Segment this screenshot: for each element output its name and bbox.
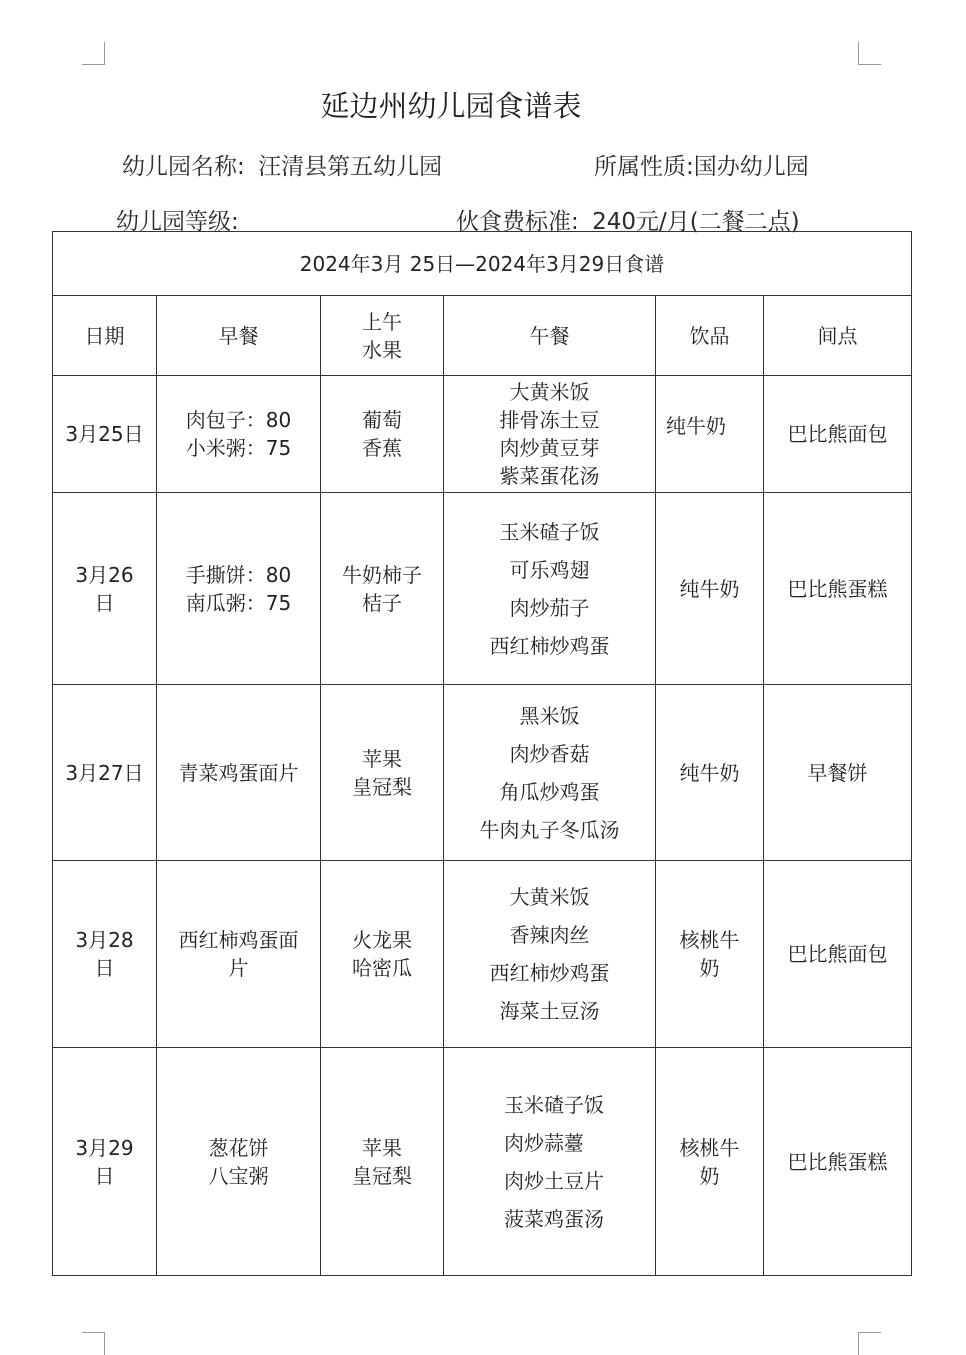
- header-date: 日期: [53, 296, 157, 376]
- breakfast-cell: 手撕饼：80 南瓜粥：75: [157, 493, 321, 685]
- fruit-cell: 牛奶柿子 桔子: [321, 493, 444, 685]
- fee-label: 伙食费标准:: [456, 209, 579, 235]
- drink-cell: 纯牛奶: [656, 493, 764, 685]
- table-row: [53, 493, 912, 685]
- period-cell: 2024年3月 25日—2024年3月29日食谱: [53, 232, 912, 296]
- fee-value: 240元/月(二餐二点): [592, 209, 800, 235]
- lunch-cell: 玉米碴子饭 可乐鸡翅 肉炒茄子 西红柿炒鸡蛋: [444, 493, 656, 685]
- table-row: [53, 685, 912, 861]
- header-drink: 饮品: [656, 296, 764, 376]
- date-cell: 3月29 日: [53, 1048, 157, 1276]
- breakfast-cell: 葱花饼 八宝粥: [157, 1048, 321, 1276]
- kindergarten-nature: 所属性质:国办幼儿园: [594, 154, 809, 180]
- lunch-cell: 大黄米饭 香辣肉丝 西红柿炒鸡蛋 海菜土豆汤: [444, 861, 656, 1048]
- name-label: 幼儿园名称:: [122, 154, 245, 180]
- kindergarten-level: 幼儿园等级:: [116, 209, 239, 235]
- date-cell: 3月25日: [53, 376, 157, 493]
- lunch-cell: 玉米碴子饭 肉炒蒜薹 肉炒土豆片 菠菜鸡蛋汤: [444, 1048, 656, 1276]
- kindergarten-name: [122, 148, 442, 181]
- menu-table: [52, 231, 912, 1276]
- breakfast-cell: 肉包子：80 小米粥：75: [157, 376, 321, 493]
- drink-cell: 纯牛奶: [656, 685, 764, 861]
- fruit-cell: 火龙果 哈密瓜: [321, 861, 444, 1048]
- page-corner-mark: [82, 1332, 105, 1355]
- fruit-cell: 葡萄 香蕉: [321, 376, 444, 493]
- table-row: [53, 861, 912, 1048]
- snack-cell: 巴比熊面包: [764, 861, 912, 1048]
- drink-cell: 核桃牛 奶: [656, 861, 764, 1048]
- document-title: 延边州幼儿园食谱表: [320, 89, 582, 123]
- page-corner-mark: [858, 42, 881, 65]
- page-corner-mark: [82, 42, 105, 65]
- period-row: [53, 232, 912, 296]
- table-row: [53, 1048, 912, 1276]
- date-cell: 3月26 日: [53, 493, 157, 685]
- snack-cell: 巴比熊蛋糕: [764, 493, 912, 685]
- snack-cell: 巴比熊面包: [764, 376, 912, 493]
- drink-cell: 核桃牛 奶: [656, 1048, 764, 1276]
- date-cell: 3月28 日: [53, 861, 157, 1048]
- header-fruit: 上午 水果: [321, 296, 444, 376]
- fruit-cell: 苹果 皇冠梨: [321, 685, 444, 861]
- lunch-cell: 黑米饭 肉炒香菇 角瓜炒鸡蛋 牛肉丸子冬瓜汤: [444, 685, 656, 861]
- header-lunch: 午餐: [444, 296, 656, 376]
- name-value: 汪清县第五幼儿园: [258, 154, 443, 180]
- snack-cell: 巴比熊蛋糕: [764, 1048, 912, 1276]
- header-snack: 间点: [764, 296, 912, 376]
- header-row: [53, 296, 912, 376]
- lunch-cell: 大黄米饭 排骨冻土豆 肉炒黄豆芽 紫菜蛋花汤: [444, 376, 656, 493]
- snack-cell: 早餐饼: [764, 685, 912, 861]
- table-row: [53, 376, 912, 493]
- drink-cell: 纯牛奶: [656, 376, 764, 493]
- header-breakfast: 早餐: [157, 296, 321, 376]
- fruit-cell: 苹果 皇冠梨: [321, 1048, 444, 1276]
- page-corner-mark: [858, 1332, 881, 1355]
- breakfast-cell: 西红柿鸡蛋面 片: [157, 861, 321, 1048]
- breakfast-cell: 青菜鸡蛋面片: [157, 685, 321, 861]
- date-cell: 3月27日: [53, 685, 157, 861]
